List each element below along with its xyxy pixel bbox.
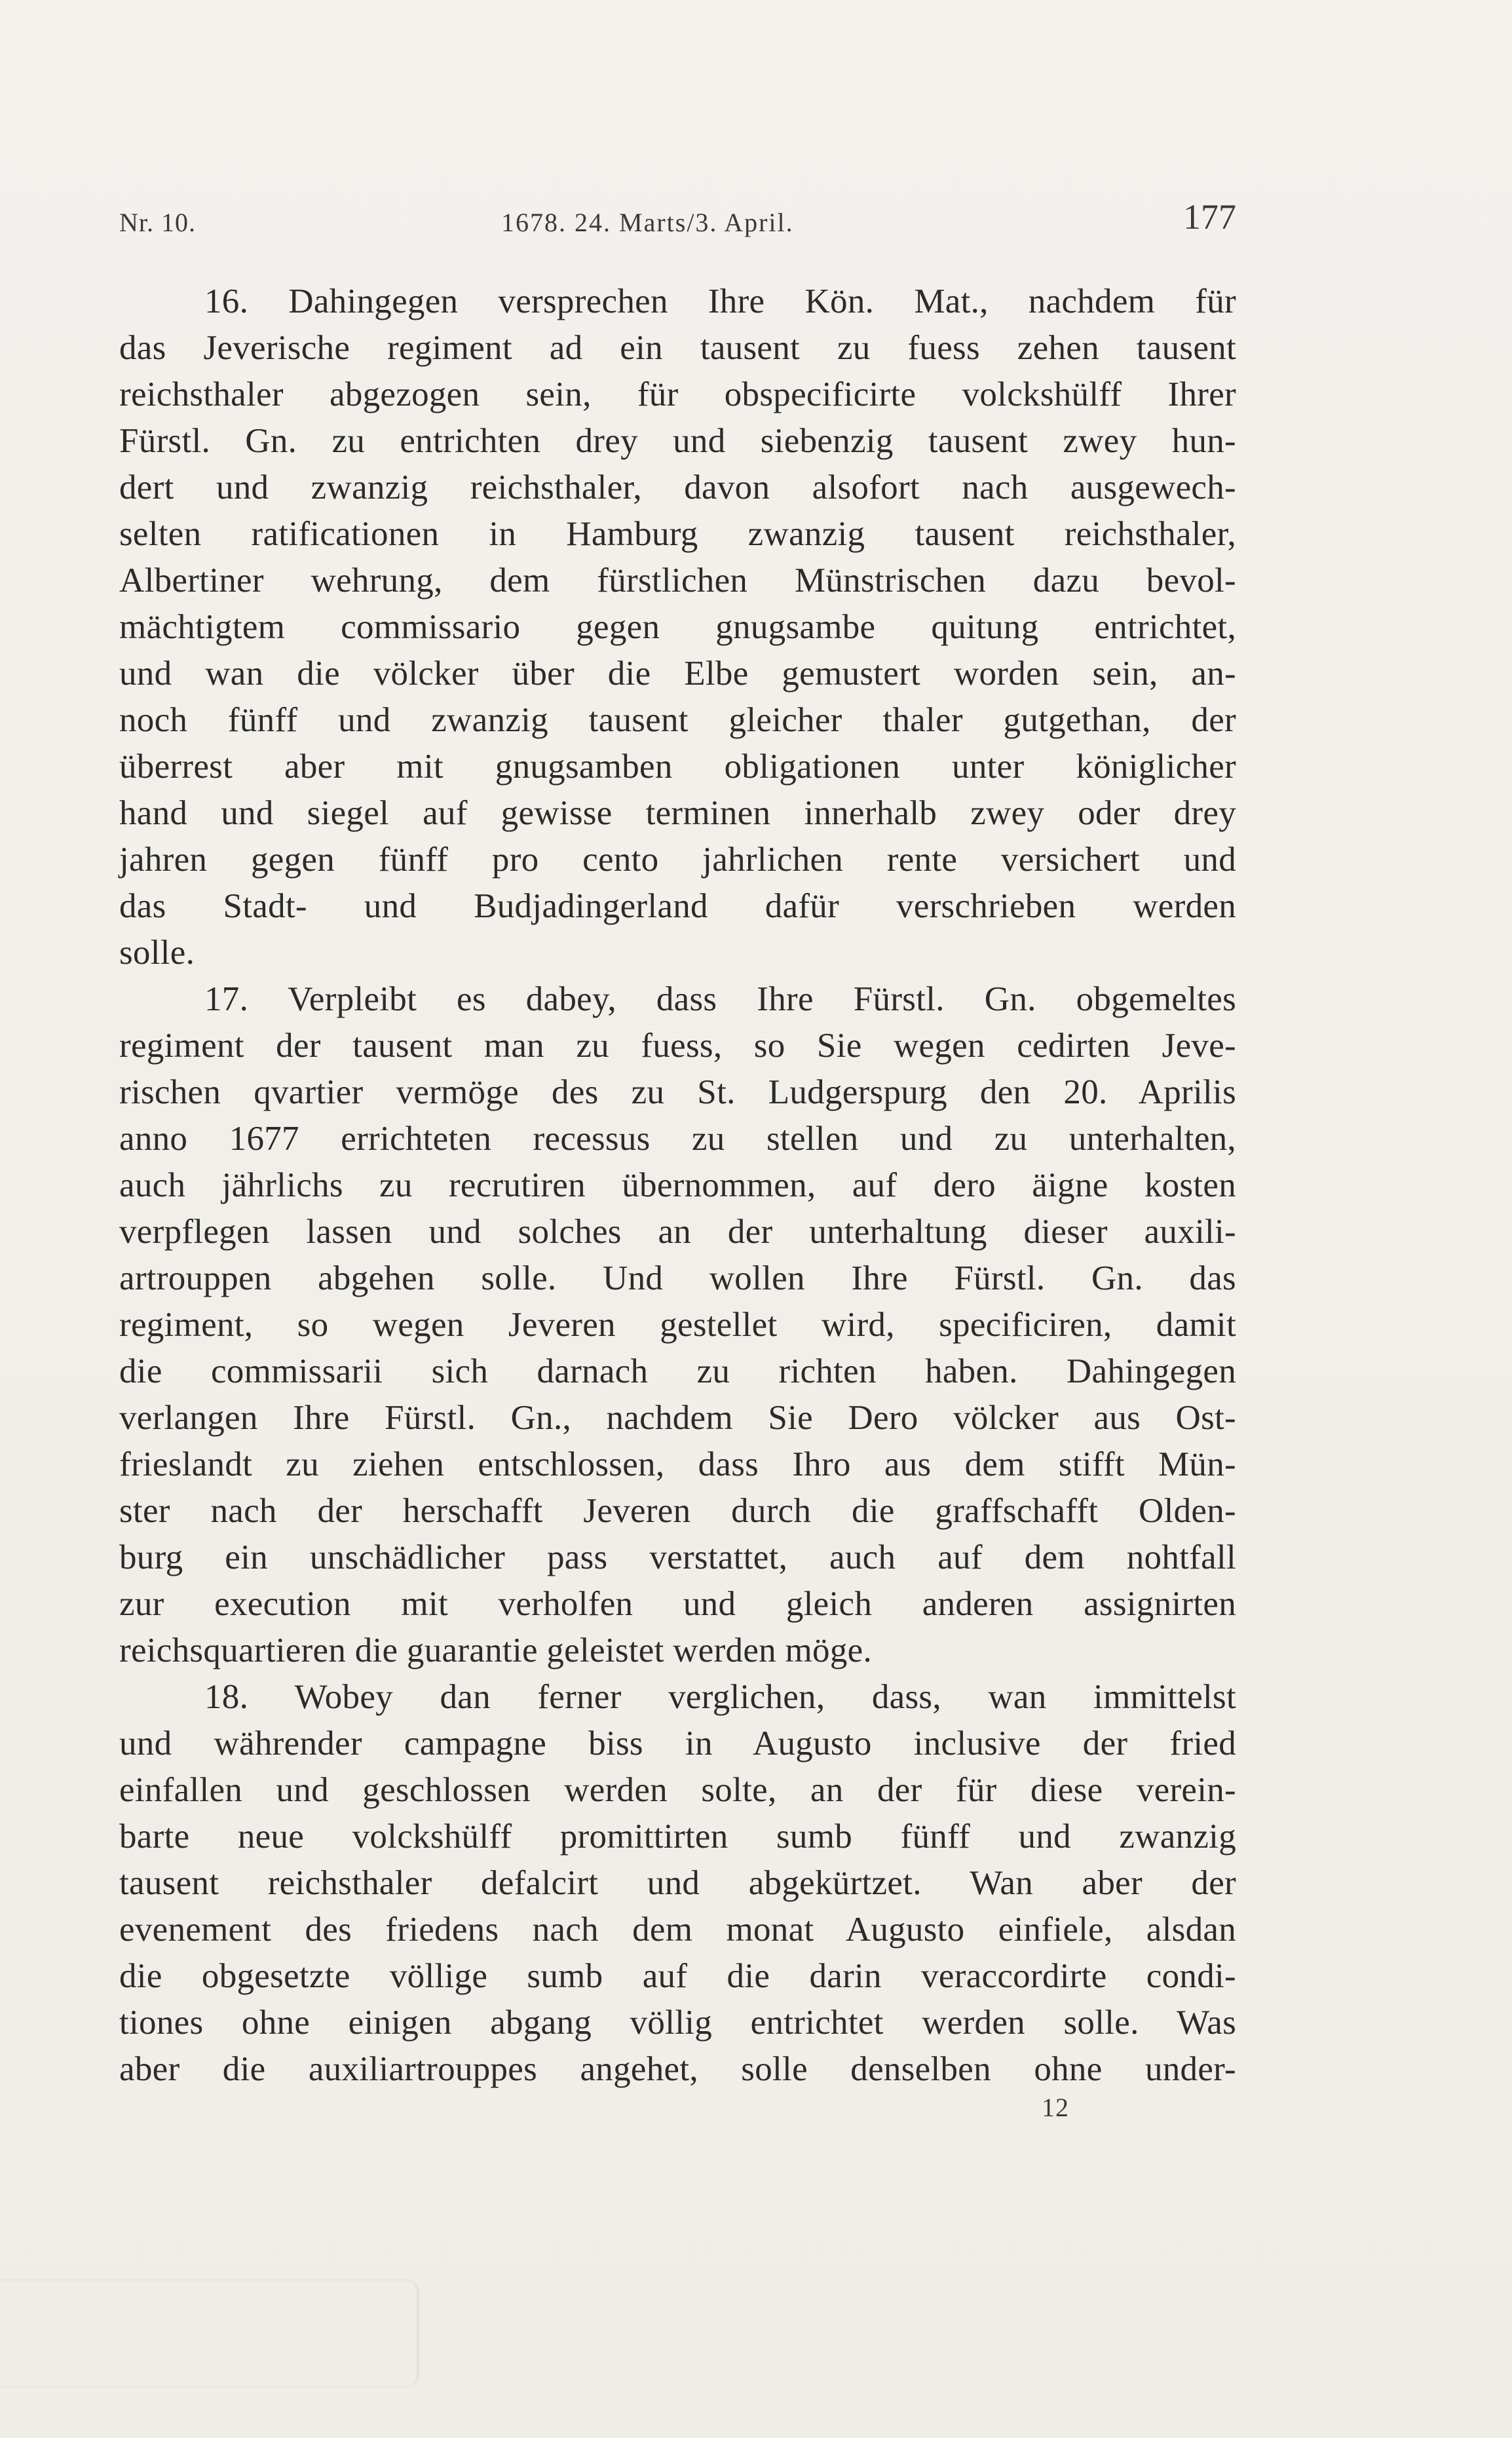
page-number: 177 bbox=[1183, 197, 1236, 237]
text-line: zur execution mit verholfen und gleich anderen assignirten bbox=[119, 1585, 1236, 1623]
text-line: barte neue volckshülff promittirten sumb fünff und zwanzig bbox=[119, 1818, 1236, 1856]
text-line: anno 1677 errichteten recessus zu stellen und zu unterhalten, bbox=[119, 1120, 1236, 1158]
text-line: rischen qvartier vermöge des zu St. Ludgerspurg den 20. Aprilis bbox=[119, 1073, 1236, 1111]
scan-artifact bbox=[0, 2279, 419, 2388]
text-line: reichsquartieren die guarantie geleistet werden möge. bbox=[119, 1631, 873, 1669]
text-line: und wan die völcker über die Elbe gemustert worden sein, an- bbox=[119, 655, 1236, 693]
text-line: das Jeverische regiment ad ein tausent zu fuess zehen tausent bbox=[119, 329, 1236, 367]
text-line: dert und zwanzig reichsthaler, davon alsofort nach ausgewech- bbox=[119, 468, 1236, 506]
document-number: Nr. 10. bbox=[119, 208, 196, 237]
body-text bbox=[119, 278, 1236, 2093]
text-line-paragraph-17: 17. Verpleibt es dabey, dass Ihre Fürstl. Gn. obgemeltes bbox=[204, 980, 1236, 1018]
text-line: evenement des friedens nach dem monat Augusto einfiele, alsdan bbox=[119, 1911, 1236, 1949]
text-line: jahren gegen fünff pro cento jahrlichen rente versichert und bbox=[119, 841, 1236, 879]
signature-mark: 12 bbox=[1042, 2093, 1069, 2122]
text-line: überrest aber mit gnugsamben obligationen unter königlicher bbox=[119, 748, 1236, 786]
text-line: frieslandt zu ziehen entschlossen, dass Ihro aus dem stifft Mün- bbox=[119, 1445, 1236, 1483]
text-line: artrouppen abgehen solle. Und wollen Ihre Fürstl. Gn. das bbox=[119, 1259, 1236, 1297]
text-line: auch jährlichs zu recrutiren übernommen, auf dero äigne kosten bbox=[119, 1166, 1236, 1204]
running-head bbox=[119, 197, 1236, 249]
text-line: das Stadt- und Budjadingerland dafür verschrieben werden bbox=[119, 887, 1236, 925]
text-line: solle. bbox=[119, 934, 195, 972]
text-line-paragraph-16: 16. Dahingegen versprechen Ihre Kön. Mat., nachdem für bbox=[204, 282, 1236, 320]
text-line: Albertiner wehrung, dem fürstlichen Münstrischen dazu bevol- bbox=[119, 562, 1236, 600]
text-line: verlangen Ihre Fürstl. Gn., nachdem Sie Dero völcker aus Ost- bbox=[119, 1399, 1236, 1437]
text-line: reichsthaler abgezogen sein, für obspecificirte volckshülff Ihrer bbox=[119, 375, 1236, 413]
text-line: tiones ohne einigen abgang völlig entrichtet werden solle. Was bbox=[119, 2004, 1236, 2042]
text-line: regiment der tausent man zu fuess, so Sie wegen cedirten Jeve- bbox=[119, 1027, 1236, 1065]
text-line: tausent reichsthaler defalcirt und abgekürtzet. Wan aber der bbox=[119, 1864, 1236, 1902]
text-line: und währender campagne biss in Augusto inclusive der fried bbox=[119, 1724, 1236, 1762]
text-line-paragraph-18: 18. Wobey dan ferner verglichen, dass, wan immittelst bbox=[204, 1678, 1236, 1716]
text-line: mächtigtem commissario gegen gnugsambe quitung entrichtet, bbox=[119, 608, 1236, 646]
text-line: selten ratificationen in Hamburg zwanzig tausent reichsthaler, bbox=[119, 515, 1236, 553]
text-line: verpflegen lassen und solches an der unterhaltung dieser auxili- bbox=[119, 1213, 1236, 1251]
text-line: die commissarii sich darnach zu richten haben. Dahingegen bbox=[119, 1352, 1236, 1390]
text-line: hand und siegel auf gewisse terminen innerhalb zwey oder drey bbox=[119, 794, 1236, 832]
text-line: noch fünff und zwanzig tausent gleicher thaler gutgethan, der bbox=[119, 701, 1236, 739]
text-line: regiment, so wegen Jeveren gestellet wird, specificiren, damit bbox=[119, 1306, 1236, 1344]
text-line: einfallen und geschlossen werden solte, an der für diese verein- bbox=[119, 1771, 1236, 1809]
text-line: burg ein unschädlicher pass verstattet, auch auf dem nohtfall bbox=[119, 1538, 1236, 1576]
text-line: die obgesetzte völlige sumb auf die darin veraccordirte condi- bbox=[119, 1957, 1236, 1995]
document-date: 1678. 24. Marts/3. April. bbox=[501, 208, 794, 237]
text-line: aber die auxiliartrouppes angehet, solle denselben ohne under- bbox=[119, 2050, 1236, 2088]
text-line: ster nach der herschafft Jeveren durch die graffschafft Olden- bbox=[119, 1492, 1236, 1530]
text-line: Fürstl. Gn. zu entrichten drey und siebenzig tausent zwey hun- bbox=[119, 422, 1236, 460]
